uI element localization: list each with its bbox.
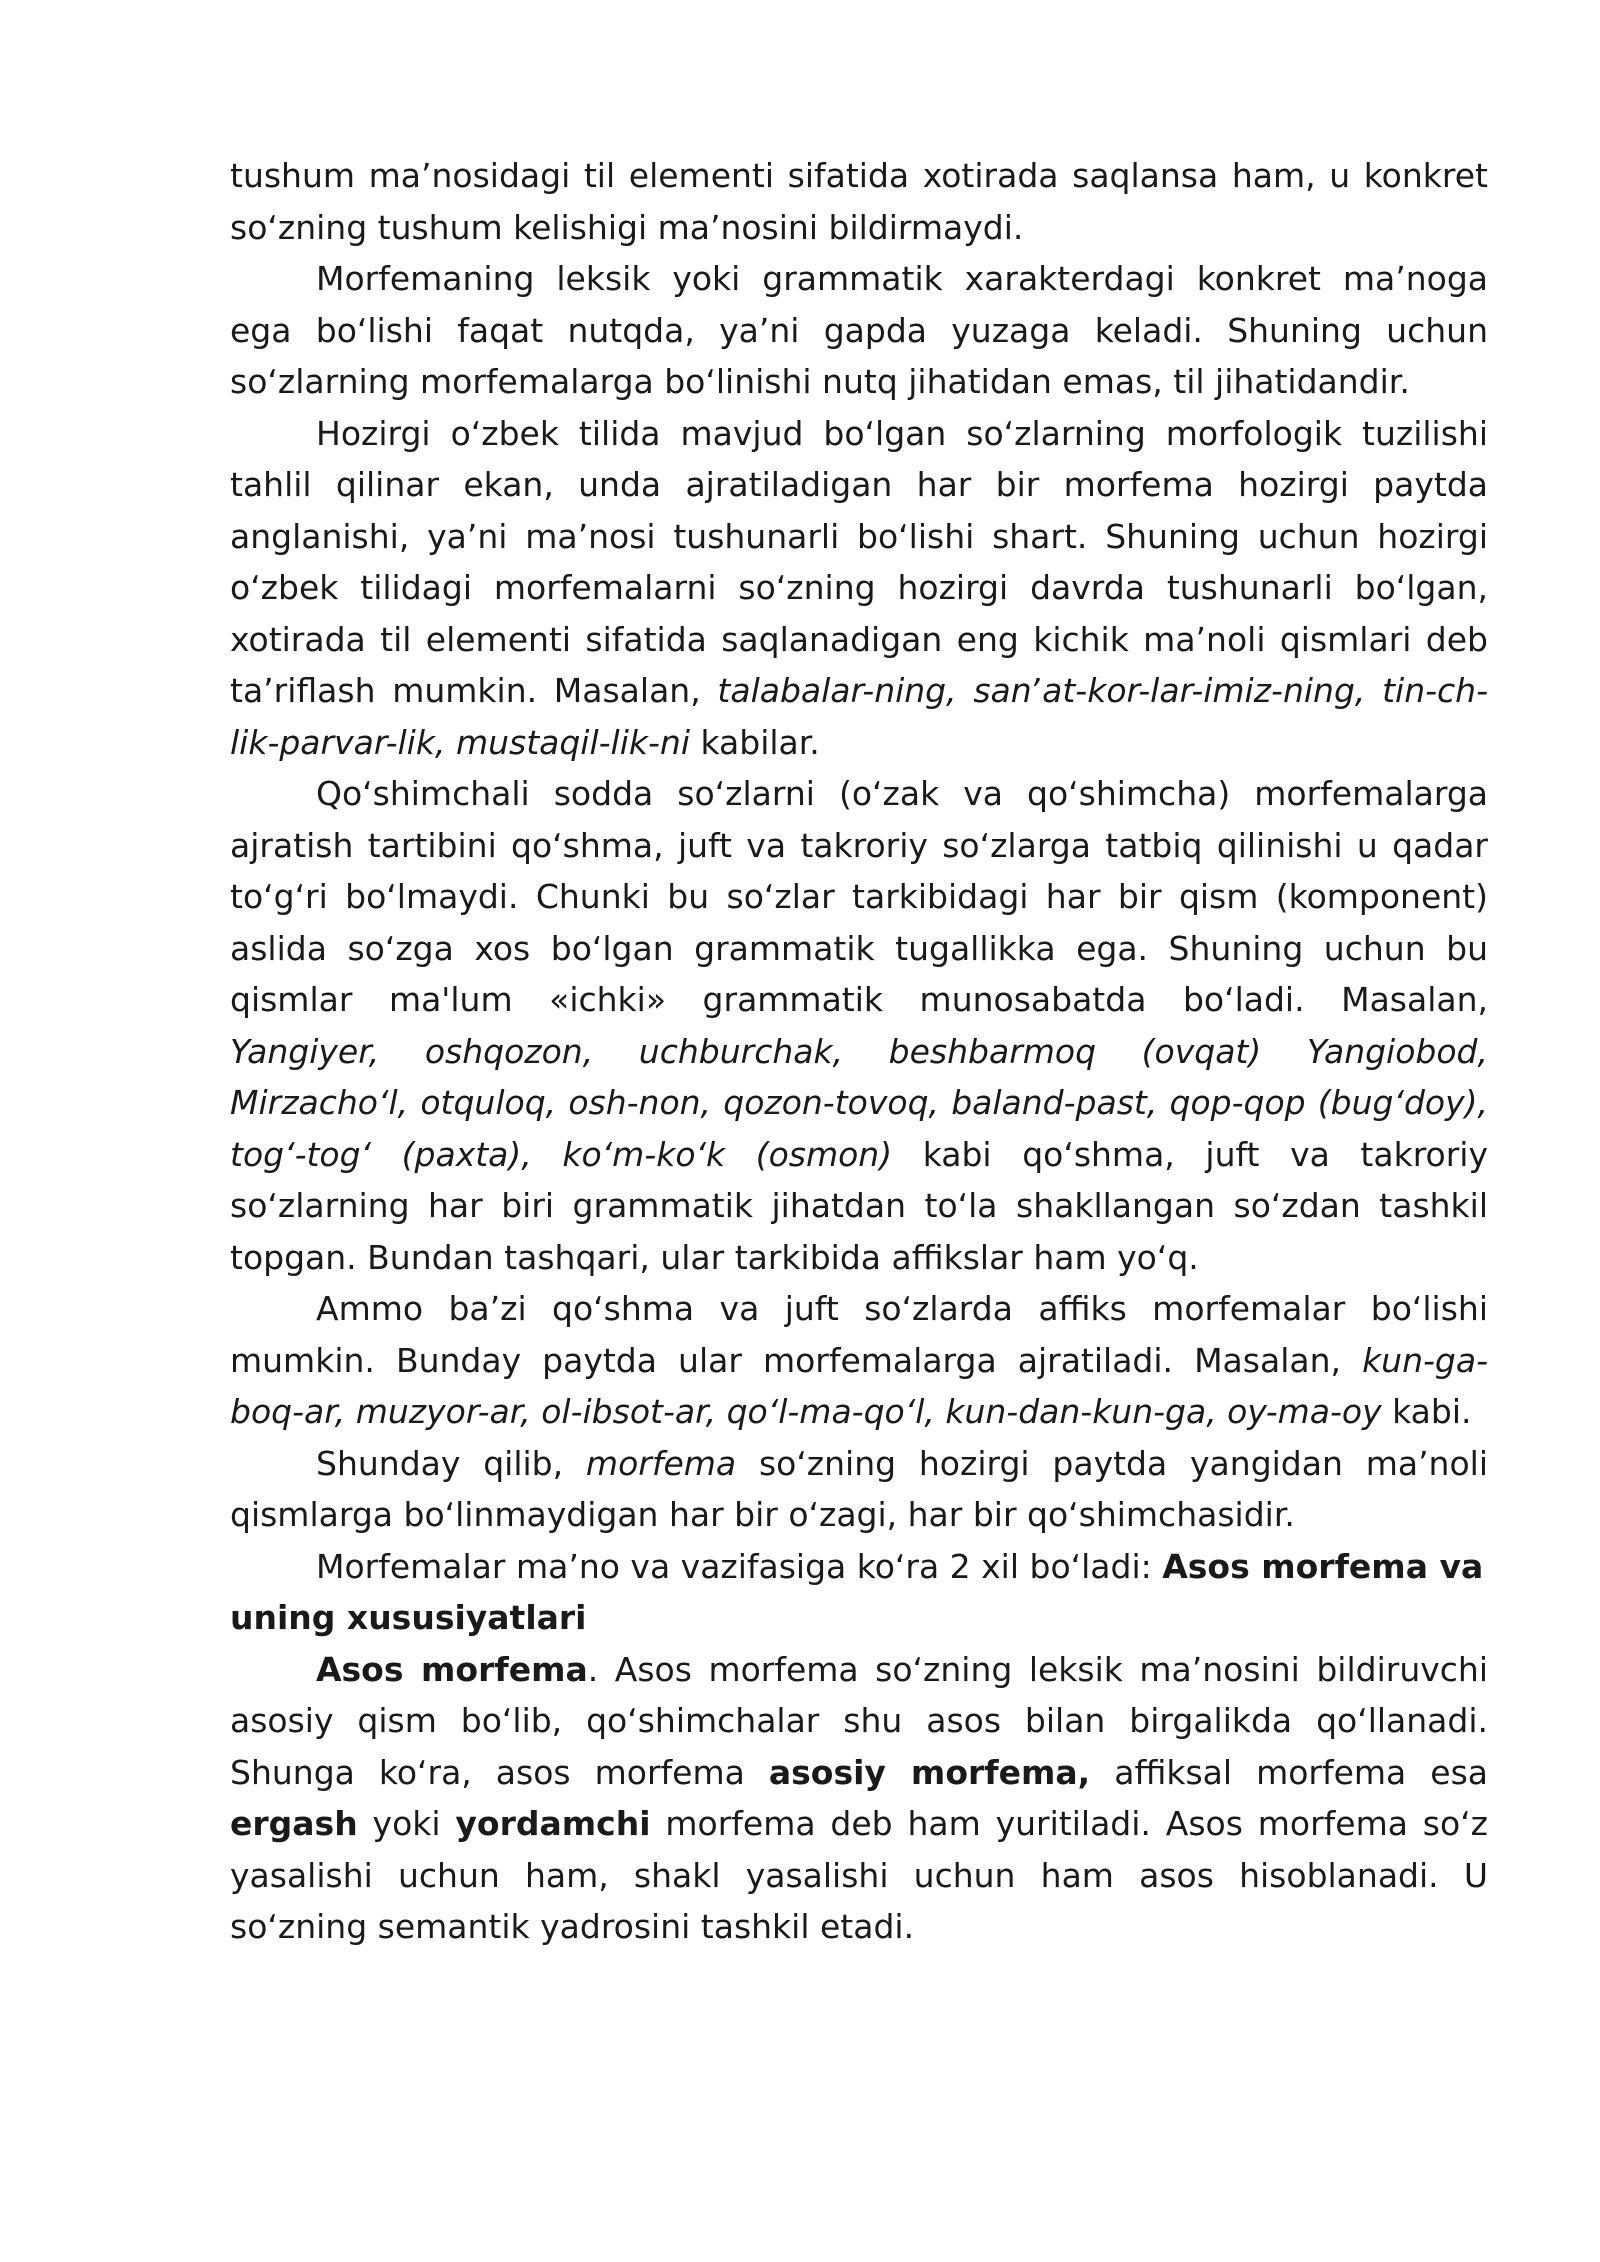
text-run: kabi. (1381, 1392, 1472, 1431)
text-run: Qoʻshimchali sodda soʻzlarni (oʻzak va qoʻshimcha) morfemalarga ajratish tartibini qoʻshma, juft va takroriy soʻzlarga tatbiq qilinishi u qadar toʻgʻri boʻlmaydi. Chunki bu soʻzlar tarkibidagi har bir qism (komponent) aslida soʻzga xos boʻlgan grammatik tugallikka ega. Shuning uchun bu qismlar ma'lum «ichki» grammatik munosabatda boʻladi. Masalan, (230, 774, 1488, 1019)
paragraph-2 (230, 253, 1488, 408)
text-run: soʻzning hozirgi paytda yangidan maʼnoli qismlarga boʻlinmaydigan har bir oʻzagi, har bir qoʻshimchasidir. (230, 1443, 1489, 1534)
bold-term: Asos morfema (316, 1649, 588, 1689)
paragraph-6 (230, 1438, 1488, 1541)
section-heading: Asos morfema va uning xususiyatlari (230, 1546, 1484, 1637)
text-run: affiksal morfema esa (1090, 1752, 1489, 1792)
italic-examples: talabalar-ning, sanʼat-kor-lar-imiz-ning, tin-ch-lik-parvar-lik, mustaqil-lik-ni (230, 671, 1488, 762)
italic-examples: Yangiyer, oshqozon, uchburchak, beshbarmoq (ovqat) Yangiobod, Mirzachoʻl, otquloq, osh-non, qozon-tovoq, baland-past, qop-qop (bugʻdoy), togʻ-togʻ (paxta), koʻm-koʻk (osmon) (230, 1031, 1488, 1174)
paragraph-5 (230, 1283, 1488, 1438)
bold-term: ergash (230, 1804, 358, 1843)
text-run: Hozirgi oʻzbek tilida mavjud boʻlgan soʻzlarning morfologik tuzilishi tahlil qilinar ekan, unda ajratiladigan har bir morfema hozirgi paytda anglanishi, yaʼni maʼnosi tushunarli boʻlishi shart. Shuning uchun hozirgi oʻzbek tilidagi morfemalarni soʻzning hozirgi davrda tushunarli boʻlgan, xotirada til elementi sifatida saqlanadigan eng kichik maʼnoli qismlari deb taʼriflash mumkin. Masalan, (230, 413, 1488, 710)
text-run: . Asos morfema soʻzning leksik maʼnosini bildiruvchi asosiy qism boʻlib, qoʻshimchalar shu asos bilan birgalikda qoʻllanadi. Shunga koʻra, asos morfema (230, 1649, 1488, 1792)
text-run: tushum maʼnosidagi til elementi sifatida xotirada saqlansa ham, u konkret soʻzning tushum kelishigi maʼnosini bildirmaydi. (230, 156, 1488, 247)
paragraph-1 (230, 150, 1488, 253)
italic-term: morfema (585, 1443, 737, 1483)
text-run: Ammo baʼzi qoʻshma va juft soʻzlarda affiks morfemalar boʻlishi mumkin. Bunday paytda ular morfemalarga ajratiladi. Masalan, (230, 1289, 1488, 1380)
bold-term: yordamchi (455, 1804, 651, 1843)
text-run: kabilar. (690, 722, 820, 762)
text-run: Shunday qilib, (316, 1443, 586, 1483)
text-run: kabi qoʻshma, juft va takroriy soʻzlarning har biri grammatik jihatdan toʻla shakllangan soʻzdan tashkil topgan. Bundan tashqari, ular tarkibida affikslar ham yoʻq. (230, 1134, 1489, 1277)
text-run: yoki (357, 1804, 456, 1843)
paragraph-3 (230, 408, 1488, 769)
paragraph-7 (230, 1541, 1488, 1644)
paragraph-4 (230, 768, 1488, 1283)
italic-examples: kun-ga-boq-ar, muzyor-ar, ol-ibsot-ar, qoʻl-ma-qoʻl, kun-dan-kun-ga, oy-ma-oy (230, 1340, 1488, 1431)
text-run: morfema deb ham yuritiladi. Asos morfema soʻz yasalishi uchun ham, shakl yasalishi uchun ham asos hisoblanadi. U soʻzning semantik yadrosini tashkil etadi. (230, 1804, 1489, 1946)
body-text (230, 150, 1488, 1953)
text-run: Morfemaning leksik yoki grammatik xarakterdagi konkret maʼnoga ega boʻlishi faqat nutqda, yaʼni gapda yuzaga keladi. Shuning uchun soʻzlarning morfemalarga boʻlinishi nutq jihatidan emas, til jihatidandir. (230, 259, 1488, 401)
bold-term: asosiy morfema, (768, 1752, 1091, 1792)
paragraph-8 (230, 1644, 1488, 1953)
text-run: Morfemalar maʼno va vazifasiga koʻra 2 xil boʻladi: (316, 1546, 1163, 1586)
